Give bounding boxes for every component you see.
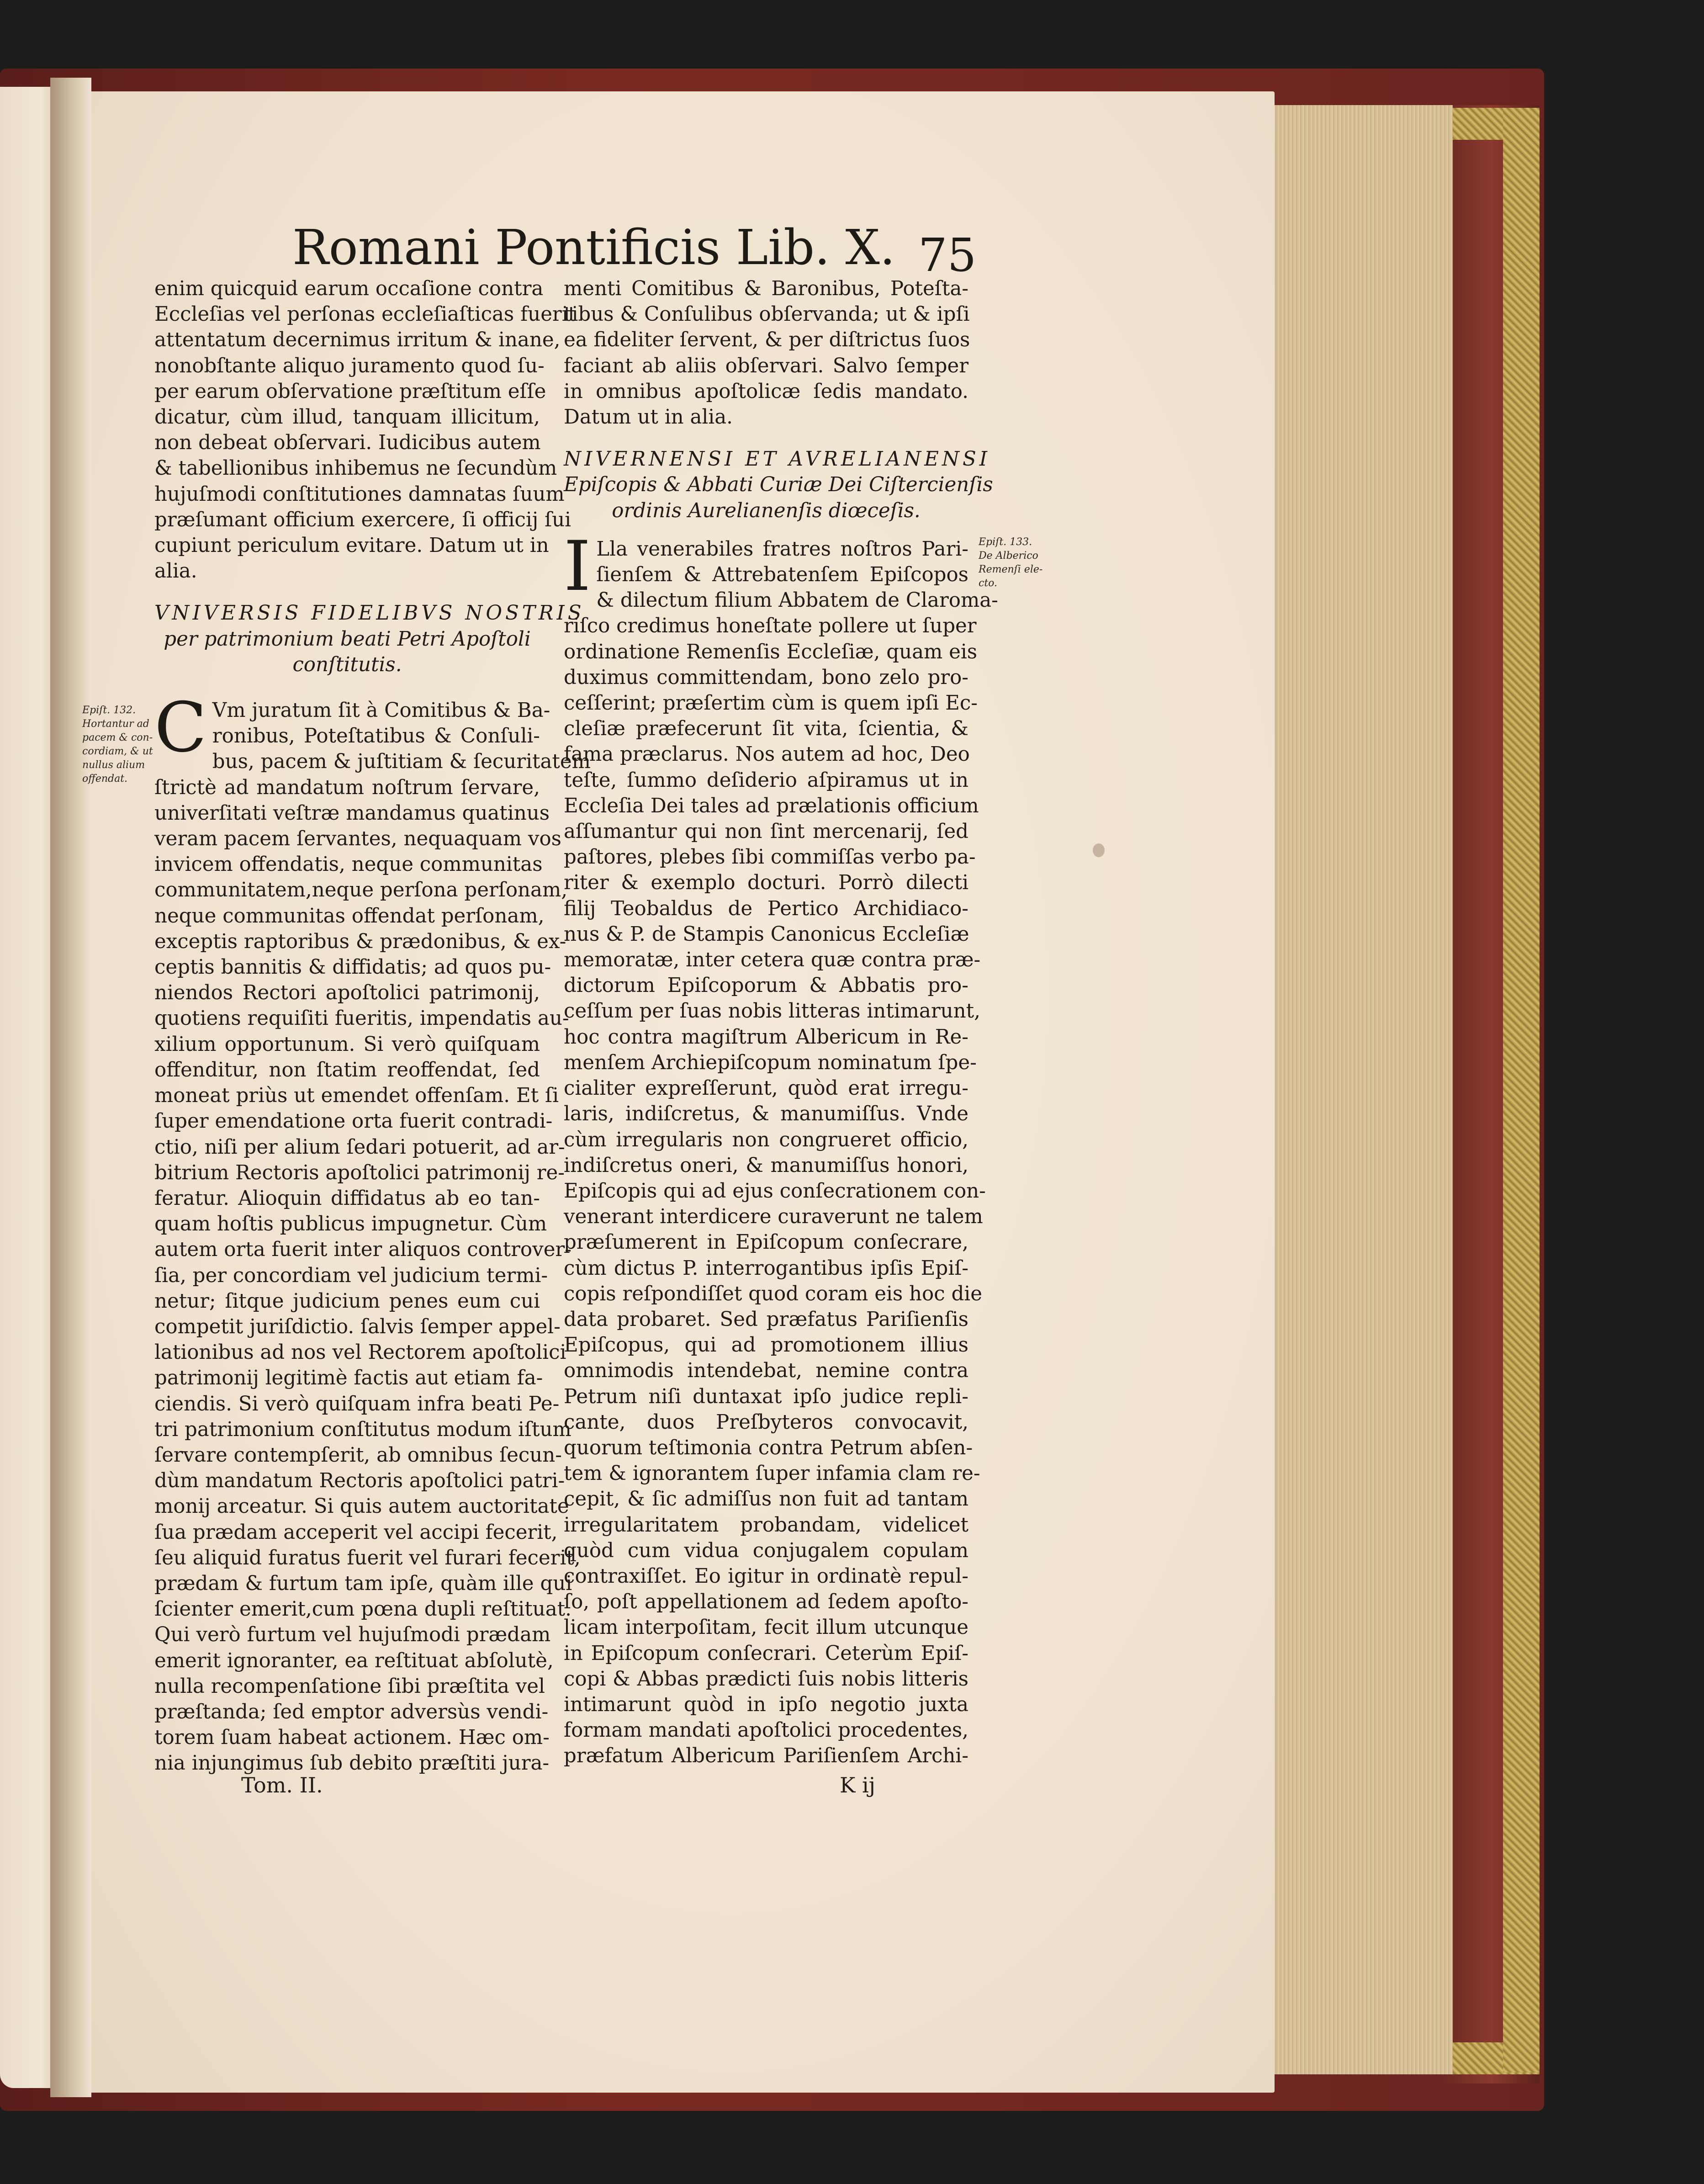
- text-line: & tabellionibus inhibemus ne ſecundùm: [154, 457, 557, 480]
- text-line: autem orta fuerit inter aliquos controver-: [154, 1238, 572, 1262]
- text-line: fama præclarus. Nos autem ad hoc, Deo: [564, 743, 970, 766]
- margin-note-line: cordiam, & ut: [82, 746, 153, 757]
- text-line: ſuper emendatione orta fuerit contradi-: [154, 1110, 553, 1133]
- text-line: teſte, ſummo deſiderio aſpiramus ut in: [564, 769, 968, 792]
- text-line: nonobſtante aliquo juramento quod ſu-: [154, 354, 545, 377]
- text-line: nus & P. de Stampis Canonicus Eccleſiæ: [564, 922, 969, 946]
- text-line: ronibus, Poteſtatibus & Conſuli-: [212, 725, 540, 748]
- text-line: dùm mandatum Rectoris apoſtolici patri-: [154, 1469, 565, 1493]
- text-line: ctio, niſi per alium ſedari potuerit, ad ar-: [154, 1135, 565, 1159]
- text-line: Datum ut in alia.: [564, 406, 733, 429]
- foxing-spot: [1093, 843, 1105, 857]
- text-line: præſtanda; ſed emptor adversùs vendi-: [154, 1700, 549, 1723]
- margin-note-line: cto.: [979, 578, 998, 589]
- text-line: quam hoſtis publicus impugnetur. Cùm: [154, 1213, 547, 1236]
- text-line: ceſſum per ſuas nobis litteras intimarunt,: [564, 1000, 980, 1023]
- right-margin-note: [979, 535, 1043, 590]
- left-section-subheading-end: conſtitutis.: [292, 653, 402, 676]
- text-line: licam interpoſitam, fecit illum utcunque: [564, 1616, 968, 1639]
- text-line: alia.: [154, 560, 197, 583]
- text-line: indiſcretus oneri, & manumiſſus honori,: [564, 1154, 968, 1177]
- text-line: data probaret. Sed præfatus Pariſienſis: [564, 1308, 968, 1331]
- text-line: dicatur, cùm illud, tanquam illicitum,: [154, 406, 540, 429]
- tome-signature: Tom. II.: [241, 1773, 323, 1797]
- right-section-heading: NIVERNENSI ET AVRELIANENSI: [564, 448, 990, 471]
- running-header: Romani Pontificis Lib. X.: [292, 219, 895, 276]
- text-line: ſtrictè ad mandatum noſtrum ſervare,: [154, 776, 540, 799]
- text-line: ſeu aliquid furatus fuerit vel furari fecerit,: [154, 1546, 581, 1569]
- text-line: cante, duos Preſbyteros convocavit,: [564, 1410, 968, 1434]
- text-line: Epiſcopus, qui ad promotionem illius: [564, 1334, 968, 1357]
- book-gutter: [50, 78, 91, 2097]
- text-line: xilium opportunum. Si verò quiſquam: [154, 1033, 540, 1056]
- text-line: veram pacem ſervantes, nequaquam vos: [154, 827, 561, 851]
- margin-note-line: pacem & con-: [82, 732, 153, 743]
- text-line: venerant interdicere curaverunt ne talem: [564, 1205, 983, 1229]
- text-line: præfatum Albericum Pariſienſem Archi-: [564, 1744, 968, 1768]
- text-line: præſumerent in Epiſcopum conſecrare,: [564, 1231, 968, 1254]
- text-line: laris, indiſcretus, & manumiſſus. Vnde: [564, 1103, 968, 1126]
- text-line: menſem Archiepiſcopum nominatum ſpe-: [564, 1051, 977, 1074]
- right-opening-text: [564, 276, 968, 430]
- text-line: duximus committendam, bono zelo pro-: [564, 666, 968, 689]
- text-line: Vm juratum ſit à Comitibus & Ba-: [212, 699, 550, 722]
- left-section-heading: VNIVERSIS FIDELIBVS NOSTRIS: [154, 602, 585, 625]
- text-line: tri patrimonium conſtitutus modum iſtum: [154, 1418, 572, 1441]
- text-line: copis reſpondiſſet quod coram eis hoc die: [564, 1282, 982, 1305]
- text-line: offenditur, non ſtatim reoffendat, ſed: [154, 1058, 540, 1081]
- text-line: feratur. Alioquin diffidatus ab eo tan-: [154, 1187, 540, 1210]
- text-line: niendos Rectori apoſtolici patrimonij,: [154, 981, 540, 1005]
- text-line: patrimonij legitimè factis aut etiam fa-: [154, 1367, 543, 1390]
- text-line: filij Teobaldus de Pertico Archidiaco-: [564, 897, 968, 920]
- text-line: & dilectum filium Abbatem de Claroma-: [596, 589, 998, 612]
- margin-note-line: Epiſt. 132.: [82, 705, 136, 716]
- text-line: contraxiſſet. Eo igitur in ordinatè repul-: [564, 1564, 968, 1588]
- text-line: riſco credimus honeſtate pollere ut ſuper: [564, 615, 977, 638]
- margin-note-line: Epiſt. 133.: [979, 536, 1032, 548]
- left-section-subheading: per patrimonium beati Petri Apoſtoli: [164, 627, 531, 651]
- text-line: riter & exemplo docturi. Porrò dilecti: [564, 871, 968, 895]
- text-line: communitatem,neque perſona perſonam,: [154, 879, 568, 902]
- text-line: cialiter expreſſerunt, quòd erat irregu-: [564, 1077, 968, 1100]
- text-line: cùm dictus P. interrogantibus ipſis Epiſ-: [564, 1256, 968, 1280]
- text-line: in Epiſcopum conſecrari. Ceterùm Epiſ-: [564, 1642, 968, 1665]
- page-number: 75: [918, 228, 977, 282]
- text-line: intimarunt quòd in ipſo negotio juxta: [564, 1693, 968, 1716]
- page-fore-edge: [1261, 105, 1453, 2074]
- text-line: formam mandati apoſtolici procedentes,: [564, 1719, 968, 1742]
- text-line: cleſiæ præfecerunt ſit vita, ſcientia, &: [564, 717, 968, 741]
- text-line: cupiunt periculum evitare. Datum ut in: [154, 534, 549, 557]
- text-line: torem ſuam habeat actionem. Hæc om-: [154, 1726, 550, 1749]
- text-line: Epiſcopis qui ad ejus conſecrationem con-: [564, 1179, 986, 1203]
- margin-note-line: Remenſi ele-: [979, 564, 1043, 575]
- text-line: enim quicquid earum occaſione contra: [154, 277, 544, 300]
- text-line: exceptis raptoribus & prædonibus, & ex-: [154, 930, 566, 953]
- left-column: [154, 276, 591, 1776]
- text-line: ſo, poſt appellationem ad ſedem apoſto-: [564, 1590, 968, 1614]
- text-line: ſienſem & Attrebatenſem Epiſcopos: [596, 563, 968, 587]
- text-line: cepit, & ſic admiſſus non fuit ad tantam: [564, 1488, 968, 1511]
- text-line: monij arceatur. Si quis autem auctoritate: [154, 1495, 569, 1518]
- left-body-text: [154, 688, 591, 1776]
- right-body-text: [564, 526, 998, 1769]
- text-line: irregularitatem probandam, videlicet: [564, 1513, 968, 1537]
- text-line: ciendis. Si verò quiſquam infra beati Pe-: [154, 1392, 560, 1415]
- right-section-subheading-end: ordinis Aurelianenſis diœceſis.: [612, 499, 921, 522]
- text-line: copi & Abbas prædicti ſuis nobis litteris: [564, 1667, 968, 1691]
- text-line: tem & ignorantem ſuper infamia clam re-: [564, 1462, 980, 1485]
- text-line: ea fideliter ſervent, & per diſtrictus ſuos: [564, 329, 970, 352]
- text-line: quorum teſtimonia contra Petrum abſen-: [564, 1436, 973, 1459]
- text-line: quotiens requiſiti fueritis, impendatis au-: [154, 1007, 569, 1030]
- margin-note-line: offendat.: [82, 773, 128, 785]
- text-line: emerit ignoranter, ea reſtituat abſolutè,: [154, 1649, 554, 1672]
- text-line: hujuſmodi conſtitutiones damnatas ſuum: [154, 482, 565, 506]
- text-line: tibus & Conſulibus obſervanda; ut & ipſi: [564, 303, 970, 326]
- text-line: cùm irregularis non congrueret officio,: [564, 1128, 968, 1151]
- text-line: faciant ab aliis obſervari. Salvo ſemper: [564, 354, 968, 377]
- text-line: hoc contra magiſtrum Albericum in Re-: [564, 1025, 968, 1049]
- text-line: nulla recompenſatione ſibi præſtita vel: [154, 1675, 545, 1698]
- text-line: bitrium Rectoris apoſtolici patrimonij re-: [154, 1161, 565, 1184]
- text-line: ceptis bannitis & diffidatis; ad quos pu-: [154, 956, 551, 979]
- text-line: Lla venerabiles fratres noſtros Pari-: [596, 537, 968, 561]
- text-line: ceſſerint; præſertim cùm is quem ipſi Ec-: [564, 692, 978, 715]
- left-margin-note: [82, 704, 153, 786]
- right-section-subheading: Epiſcopis & Abbati Curiæ Dei Ciſtercienſis: [564, 473, 993, 497]
- text-line: prædam & furtum tam ipſe, quàm ille qui: [154, 1572, 572, 1595]
- text-line: netur; ſitque judicium penes eum cui: [154, 1289, 540, 1313]
- text-line: dictorum Epiſcoporum & Abbatis pro-: [564, 974, 968, 997]
- text-line: memoratæ, inter cetera quæ contra præ-: [564, 949, 981, 972]
- dropcap-c: C: [154, 688, 207, 768]
- text-line: Petrum niſi duntaxat ipſo judice repli-: [564, 1385, 968, 1408]
- right-column: [564, 276, 998, 1769]
- text-line: in omnibus apoſtolicæ ſedis mandato.: [564, 380, 968, 403]
- text-line: Eccleſias vel perſonas eccleſiaſticas fuerit: [154, 303, 577, 326]
- text-line: non debeat obſervari. Iudicibus autem: [154, 431, 541, 455]
- text-line: aſſumantur qui non ſint mercenarij, ſed: [564, 820, 968, 843]
- margin-note-line: Hortantur ad: [82, 718, 149, 730]
- text-line: præſumant officium exercere, ſi officij ſui: [154, 508, 572, 531]
- text-line: quòd cum vidua conjugalem copulam: [564, 1539, 968, 1562]
- text-line: Eccleſia Dei tales ad prælationis officium: [564, 794, 979, 817]
- text-line: competit juriſdictio. ſalvis ſemper appel-: [154, 1315, 561, 1338]
- text-line: ſua prædam acceperit vel accipi fecerit,: [154, 1521, 558, 1544]
- text-line: moneat priùs ut emendet offenſam. Et ſi: [154, 1084, 559, 1108]
- dropcap-i: I: [564, 526, 591, 606]
- gathering-signature: K ij: [840, 1773, 875, 1797]
- text-line: per earum obſervatione præſtitum eſſe: [154, 380, 546, 403]
- text-line: attentatum decernimus irritum & inane,: [154, 329, 561, 352]
- text-line: univerſitati veſtræ mandamus quatinus: [154, 801, 550, 825]
- text-line: invicem offendatis, neque communitas: [154, 853, 543, 876]
- text-line: ordinatione Remenſis Eccleſiæ, quam eis: [564, 640, 978, 663]
- text-line: bus, pacem & juſtitiam & ſecuritatem: [212, 750, 591, 774]
- text-line: ſervare contempſerit, ab omnibus ſecun-: [154, 1443, 562, 1467]
- text-line: ſia, per concordiam vel judicium termi-: [154, 1264, 548, 1287]
- gilt-border-right: [1503, 108, 1540, 2073]
- text-line: nia injungimus ſub debito præſtiti jura-: [154, 1752, 550, 1775]
- text-line: Qui verò furtum vel hujuſmodi prædam: [154, 1623, 551, 1647]
- text-line: omnimodis intendebat, nemine contra: [564, 1359, 968, 1383]
- text-line: paſtores, plebes ſibi commiſſas verbo pa-: [564, 846, 976, 869]
- text-line: ſcienter emerit,cum pœna dupli reſtituat.: [154, 1598, 572, 1621]
- margin-note-line: nullus alium: [82, 759, 145, 771]
- margin-note-line: De Alberico: [979, 550, 1038, 562]
- text-line: menti Comitibus & Baronibus, Poteſta-: [564, 277, 968, 300]
- left-opening-text: [154, 276, 577, 584]
- text-line: lationibus ad nos vel Rectorem apoſtolici: [154, 1341, 566, 1364]
- text-line: neque communitas offendat perſonam,: [154, 904, 545, 928]
